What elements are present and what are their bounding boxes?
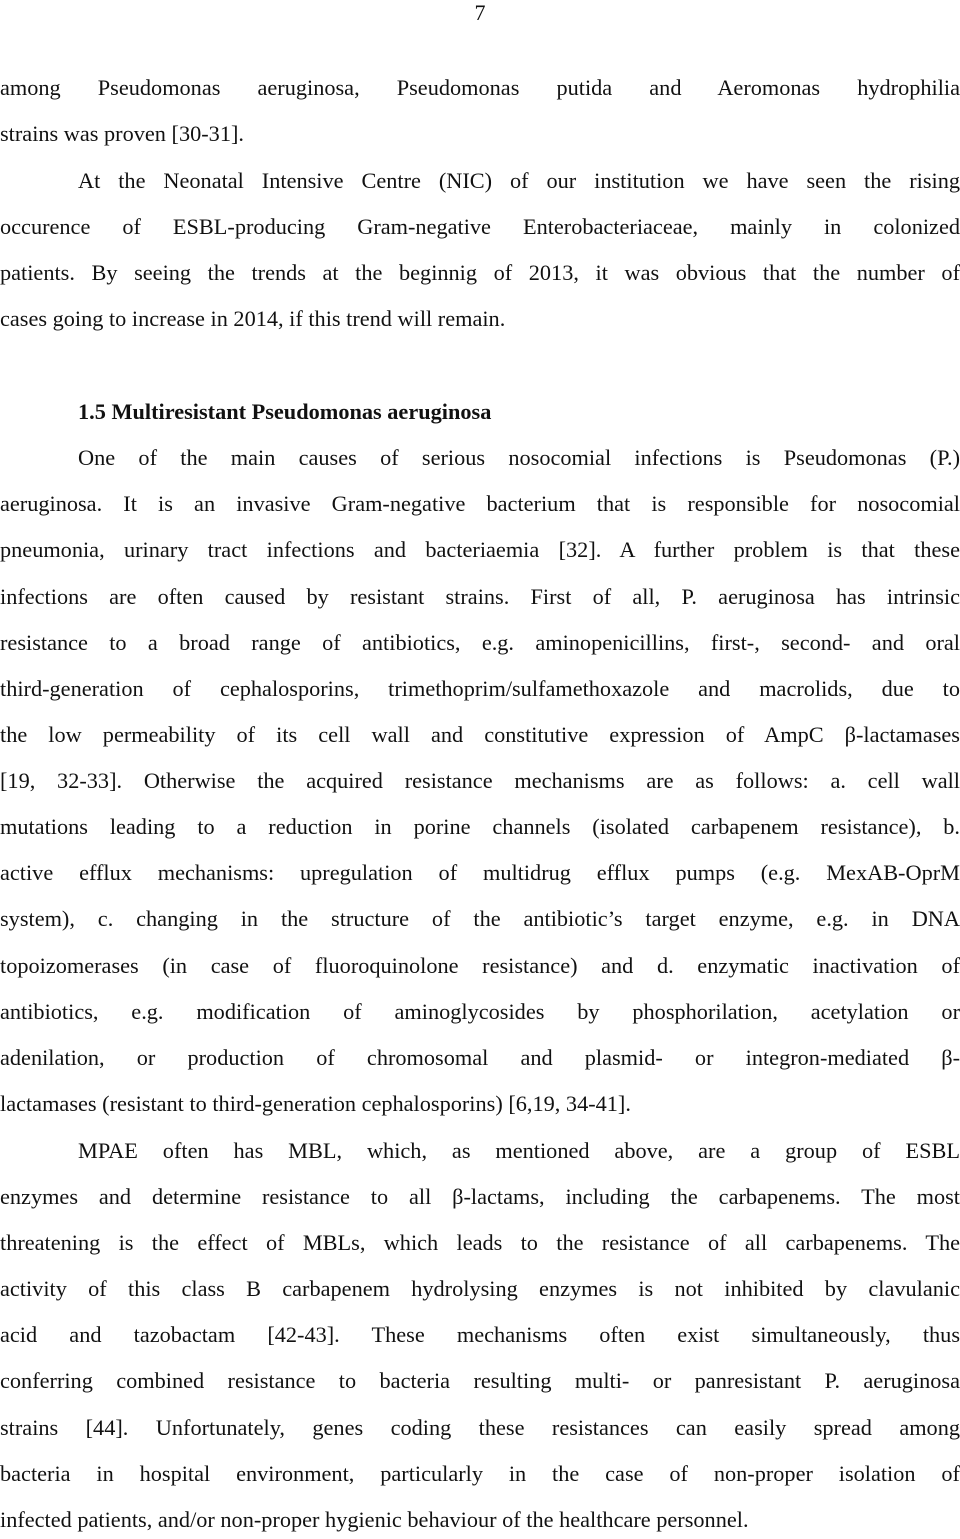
text-line: One of the main causes of serious nosocomial infections is Pseudomonas (P.): [78, 445, 960, 470]
page-number: 7: [474, 0, 486, 25]
text-line: the low permeability of its cell wall and constitutive expression of AmpC β-lactamases: [0, 722, 960, 747]
text-line: third-generation of cephalosporins, trimethoprim/sulfamethoxazole and macrolids, due to: [0, 676, 960, 701]
text-line: system), c. changing in the structure of the antibiotic’s target enzyme, e.g. in DNA: [0, 906, 960, 931]
text-line: activity of this class B carbapenem hydrolysing enzymes is not inhibited by clavulanic: [0, 1276, 960, 1301]
text-line: strains [44]. Unfortunately, genes coding these resistances can easily spread among: [0, 1415, 960, 1440]
text-line: acid and tazobactam [42-43]. These mechanisms often exist simultaneously, thus: [0, 1322, 960, 1347]
text-line: cases going to increase in 2014, if this trend will remain.: [0, 306, 506, 331]
text-line: threatening is the effect of MBLs, which leads to the resistance of all carbapenems. The: [0, 1230, 960, 1255]
text-line: At the Neonatal Intensive Centre (NIC) of our institution we have seen the rising: [78, 168, 960, 193]
text-line: MPAE often has MBL, which, as mentioned above, are a group of ESBL: [78, 1138, 960, 1163]
text-line: enzymes and determine resistance to all β-lactams, including the carbapenems. The most: [0, 1184, 960, 1209]
text-line: aeruginosa. It is an invasive Gram-negative bacterium that is responsible for nosocomial: [0, 491, 960, 516]
text-line: adenilation, or production of chromosomal and plasmid- or integron-mediated β-: [0, 1045, 960, 1070]
text-line: patients. By seeing the trends at the beginnig of 2013, it was obvious that the number of: [0, 260, 960, 285]
text-line: lactamases (resistant to third-generation cephalosporins) [6,19, 34-41].: [0, 1091, 631, 1116]
text-line: resistance to a broad range of antibiotics, e.g. aminopenicillins, first-, second- and oral: [0, 630, 960, 655]
text-line: topoizomerases (in case of fluoroquinolone resistance) and d. enzymatic inactivation of: [0, 953, 960, 978]
text-line: bacteria in hospital environment, particularly in the case of non-proper isolation of: [0, 1461, 960, 1486]
text-line: pneumonia, urinary tract infections and bacteriaemia [32]. A further problem is that these: [0, 537, 960, 562]
text-line: mutations leading to a reduction in porine channels (isolated carbapenem resistance), b.: [0, 814, 960, 839]
section-heading: 1.5 Multiresistant Pseudomonas aeruginosa: [78, 399, 492, 424]
text-line: occurence of ESBL-producing Gram-negative Enterobacteriaceae, mainly in colonized: [0, 214, 960, 239]
text-line: infected patients, and/or non-proper hygienic behaviour of the healthcare personnel.: [0, 1507, 749, 1532]
text-line: [19, 32-33]. Otherwise the acquired resistance mechanisms are as follows: a. cell wall: [0, 768, 960, 793]
text-line: active efflux mechanisms: upregulation of multidrug efflux pumps (e.g. MexAB-OprM: [0, 860, 960, 885]
text-line: strains was proven [30-31].: [0, 121, 244, 146]
text-line: infections are often caused by resistant strains. First of all, P. aeruginosa has intrinsic: [0, 584, 960, 609]
text-line: among Pseudomonas aeruginosa, Pseudomonas putida and Aeromonas hydrophilia: [0, 75, 960, 100]
text-line: conferring combined resistance to bacteria resulting multi- or panresistant P. aeruginosa: [0, 1368, 960, 1393]
text-line: antibiotics, e.g. modification of aminoglycosides by phosphorilation, acetylation or: [0, 999, 960, 1024]
